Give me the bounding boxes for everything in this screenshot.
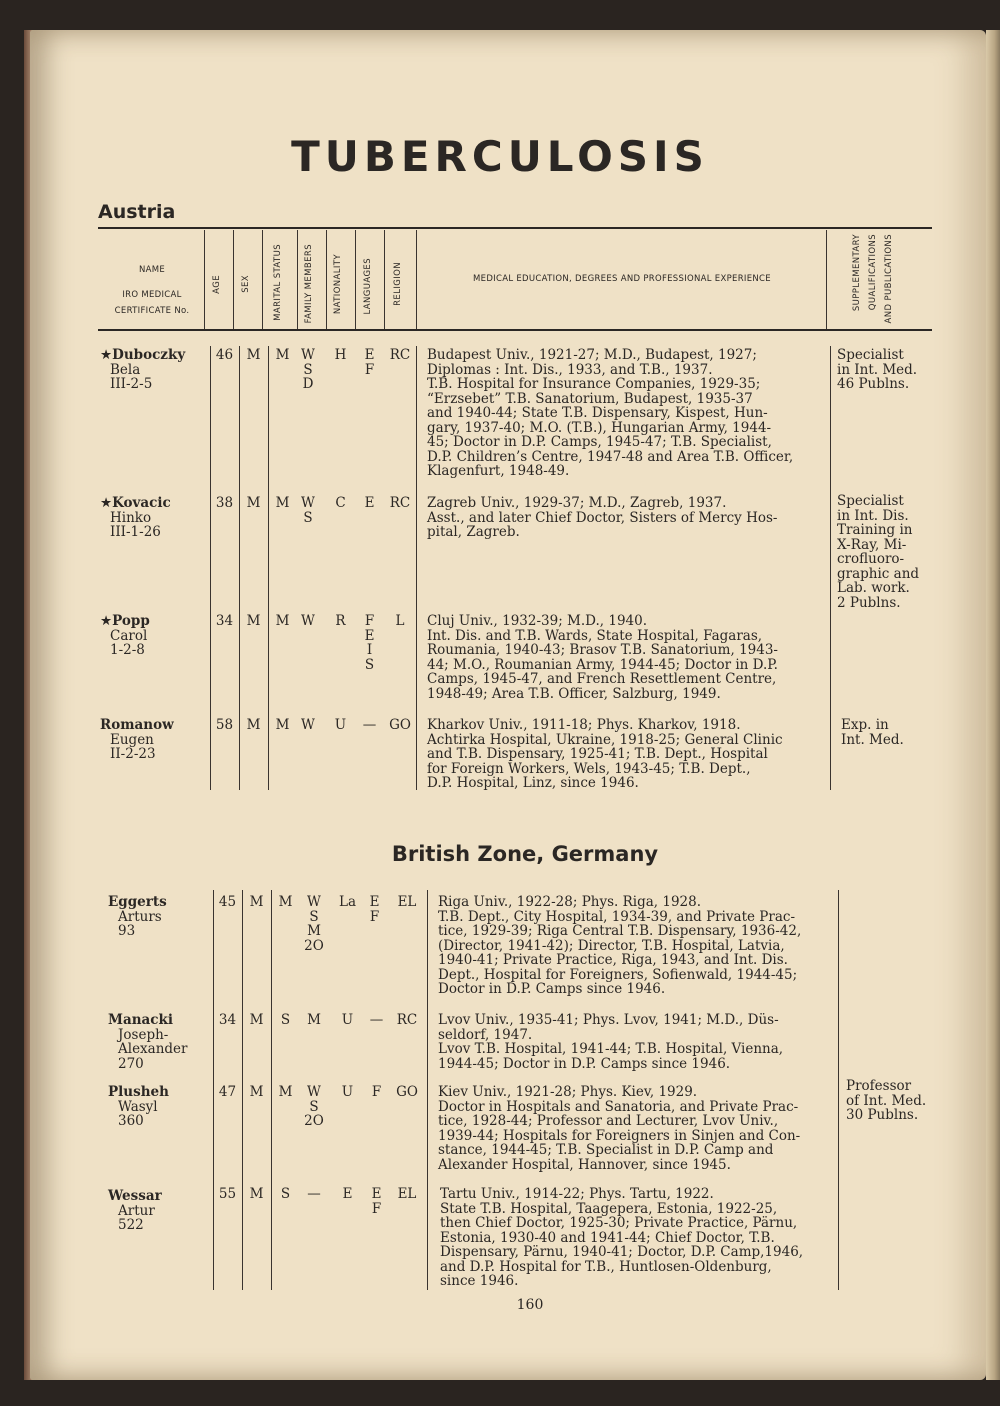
family-item: S [303, 361, 313, 378]
entry-age: 46 [215, 347, 234, 363]
entry-languages [355, 614, 384, 672]
entry-sex: M [246, 347, 261, 363]
language-item: I [366, 642, 373, 658]
entry-surname: Popp [112, 613, 150, 629]
entry-age: 47 [218, 1084, 237, 1100]
page-number: 160 [516, 1297, 544, 1313]
header-divider [416, 230, 417, 329]
entry-education [427, 348, 793, 479]
entry-certificate: 360 [118, 1113, 144, 1129]
entry-religion: EL [397, 1186, 417, 1202]
supplementary-line: Training in [837, 522, 913, 538]
education-line: then Chief Doctor, 1925-30; Private Practice, Pärnu, [440, 1215, 798, 1231]
education-line: Kiev Univ., 1921-28; Phys. Kiev, 1929. [438, 1084, 698, 1100]
supplementary-line: Specialist [837, 347, 904, 363]
education-line: Dept., Hospital for Foreigners, Sofienwald, 1944-45; [438, 966, 798, 983]
education-line: 1939-44; Hospitals for Foreigners in Sinjen and Con- [438, 1127, 801, 1144]
entry-education [438, 895, 801, 997]
family-item: W [307, 894, 321, 910]
family-item: S [309, 908, 319, 925]
supplementary-line: 30 Publns. [846, 1107, 919, 1123]
education-line: 1940-41; Private Practice, Riga, 1943, and Int. Dis. [438, 952, 788, 968]
entry-marital: M [275, 613, 290, 629]
entry-languages [355, 718, 384, 733]
education-line: D.P. Hospital, Linz, since 1946. [427, 775, 639, 791]
entry-sex: M [246, 613, 261, 629]
entry-age: 34 [215, 613, 234, 629]
entry-religion: RC [396, 1012, 418, 1028]
entry-languages [355, 348, 384, 377]
education-line: Estonia, 1930-40 and 1941-44; Chief Doctor, T.B. [440, 1229, 775, 1246]
star-icon: ★ [100, 495, 113, 511]
entry-certificate: III-1-26 [110, 524, 161, 540]
entry-age: 34 [218, 1012, 237, 1028]
entry-marital: S [280, 1012, 291, 1028]
education-line: T.B. Hospital for Insurance Companies, 1929-35; [427, 376, 761, 392]
entry-supplementary [837, 348, 917, 392]
family-item: M [307, 1012, 321, 1028]
header-divider [326, 230, 327, 329]
entry-nationality: C [335, 495, 346, 511]
entry-certificate: 522 [118, 1217, 144, 1233]
header-divider [262, 230, 263, 329]
supplementary-line: crofluoro- [837, 551, 905, 567]
entry-certificate: 270 [118, 1055, 144, 1072]
education-line: Doctor in D.P. Camps since 1946. [438, 981, 666, 997]
star-icon: ★ [100, 347, 113, 363]
entry-surname: Plusheh [108, 1084, 169, 1100]
entry-nationality: H [334, 347, 347, 363]
entry-sex: M [249, 1012, 264, 1028]
entry-education [440, 1187, 803, 1289]
column-divider [830, 346, 831, 790]
entry-surname: Duboczky [112, 347, 186, 363]
supplementary-line: of Int. Med. [846, 1092, 927, 1109]
entry-family [302, 895, 326, 953]
education-line: pital, Zagreb. [427, 524, 520, 540]
header-supp-line1: SUPPLEMENTARY [852, 234, 862, 312]
supplementary-line: in Int. Dis. [837, 507, 909, 524]
entry-given-name: Eugen [110, 731, 154, 748]
column-divider [427, 890, 428, 1290]
section-heading-austria: Austria [98, 201, 176, 223]
entry-age: 55 [218, 1186, 237, 1202]
entry-education [427, 496, 777, 540]
entry-supplementary [841, 718, 904, 747]
supplementary-line: in Int. Med. [837, 361, 918, 378]
language-item: F [369, 908, 380, 925]
education-line: Kharkov Univ., 1911-18; Phys. Kharkov, 1918. [427, 717, 741, 733]
education-line: tice, 1928-44; Professor and Lecturer, Lvov Univ., [438, 1113, 779, 1129]
entry-languages [355, 496, 384, 511]
entry-age: 38 [215, 495, 234, 511]
supplementary-line: X-Ray, Mi- [837, 536, 907, 553]
entry-certificate: 1-2-8 [110, 642, 145, 658]
entry-given-name: Hinko [110, 509, 152, 526]
education-line: for Foreign Workers, Wels, 1943-45; T.B. Dept., [427, 760, 751, 777]
family-item: — [307, 1186, 321, 1202]
entry-supplementary [837, 494, 919, 610]
education-line: “Erzsebet” T.B. Sanatorium, Budapest, 1935-37 [427, 390, 753, 407]
family-item: W [301, 613, 315, 629]
language-item: E [369, 894, 380, 910]
entry-education [427, 718, 783, 791]
entry-given-name: Joseph- [118, 1026, 169, 1043]
entry-name [108, 1085, 169, 1129]
entry-marital: M [275, 495, 290, 511]
entry-nationality: R [335, 613, 346, 629]
entry-surname: Wessar [108, 1188, 162, 1204]
education-line: Tartu Univ., 1914-22; Phys. Tartu, 1922. [440, 1186, 714, 1202]
entry-surname: Manacki [108, 1012, 173, 1028]
entry-name [100, 614, 150, 658]
entry-surname: Eggerts [108, 894, 167, 910]
column-divider [416, 346, 417, 790]
entry-marital: M [278, 894, 293, 910]
education-line: stance, 1944-45; T.B. Specialist in D.P. Camp and [438, 1142, 774, 1158]
entry-age: 58 [215, 717, 234, 733]
entry-marital: S [280, 1186, 291, 1202]
header-nationality: NATIONALITY [333, 254, 343, 315]
family-item: W [301, 717, 315, 733]
header-family-members: FAMILY MEMBERS [304, 244, 314, 324]
education-line: Int. Dis. and T.B. Wards, State Hospital, Fagaras, [427, 627, 763, 644]
entry-surname: Kovacic [112, 495, 171, 511]
language-item: — [362, 717, 377, 733]
entry-nationality: La [338, 894, 356, 910]
family-item: S [309, 1098, 319, 1115]
section-heading-british-zone: British Zone, Germany [391, 842, 659, 866]
entry-languages [362, 1085, 391, 1100]
family-item: W [301, 347, 315, 363]
education-line: Lvov Univ., 1935-41; Phys. Lvov, 1941; M.D., Düs- [438, 1012, 779, 1028]
supplementary-line: Exp. in [841, 717, 889, 733]
education-line: 1948-49; Area T.B. Officer, Salzburg, 1949. [427, 685, 721, 702]
entry-family [302, 1085, 326, 1129]
page-title: TUBERCULOSIS [291, 132, 709, 181]
header-supp-line2: QUALIFICATIONS [868, 234, 878, 311]
education-line: Budapest Univ., 1921-27; M.D., Budapest, 1927; [427, 347, 757, 363]
entry-name [100, 718, 174, 762]
entry-family [296, 718, 320, 733]
supplementary-line: 2 Publns. [837, 594, 901, 611]
entry-certificate: III-2-5 [110, 376, 153, 392]
education-line: State T.B. Hospital, Taagepera, Estonia, 1922-25, [440, 1200, 778, 1217]
entry-religion: L [395, 613, 405, 629]
education-line: Asst., and later Chief Doctor, Sisters of Mercy Hos- [427, 509, 778, 526]
supplementary-line: Lab. work. [837, 580, 910, 596]
entry-given-name-2: Alexander [118, 1041, 188, 1057]
entry-certificate: 93 [118, 923, 136, 939]
entry-name [100, 348, 185, 392]
education-line: seldorf, 1947. [438, 1026, 533, 1043]
entry-name [108, 895, 167, 939]
entry-education [438, 1013, 783, 1071]
entry-languages [362, 1187, 391, 1216]
education-line: tice, 1929-39; Riga Central T.B. Dispensary, 1936-42, [438, 923, 802, 939]
education-line: Doctor in Hospitals and Sanatoria, and Private Prac- [438, 1098, 799, 1115]
star-icon: ★ [100, 613, 113, 629]
header-top-rule [98, 227, 932, 229]
language-item: E [364, 495, 375, 511]
header-divider [204, 230, 205, 329]
page [30, 30, 986, 1380]
entry-name [100, 496, 171, 540]
entry-family [296, 614, 320, 629]
header-bottom-rule [98, 329, 932, 331]
entry-family [296, 348, 320, 392]
supplementary-line: Int. Med. [841, 731, 904, 748]
education-line: (Director, 1941-42); Director, T.B. Hospital, Latvia, [438, 937, 785, 954]
family-item: 2O [304, 1113, 324, 1129]
education-line: D.P. Children’s Centre, 1947-48 and Area T.B. Officer, [427, 448, 794, 465]
header-religion: RELIGION [393, 262, 403, 306]
language-item: E [371, 1186, 382, 1202]
education-line: 1944-45; Doctor in D.P. Camps since 1946. [438, 1055, 731, 1072]
entry-family [296, 496, 320, 525]
header-name [100, 262, 204, 319]
entry-given-name: Bela [110, 361, 141, 378]
entry-religion: GO [389, 717, 411, 733]
header-education: MEDICAL EDUCATION, DEGREES AND PROFESSIONAL EXPERIENCE [473, 274, 771, 284]
education-line: Klagenfurt, 1948-49. [427, 463, 570, 479]
header-supp-line3: AND PUBLICATIONS [884, 234, 894, 324]
entry-given-name: Carol [110, 627, 148, 644]
entry-name [108, 1189, 162, 1233]
supplementary-line: 46 Publns. [837, 376, 910, 392]
family-item: M [307, 923, 321, 939]
header-name-line1: NAME [138, 265, 166, 275]
entry-languages [362, 1013, 391, 1028]
education-line: Achtirka Hospital, Ukraine, 1918-25; General Clinic [427, 731, 783, 748]
header-languages: LANGUAGES [363, 258, 373, 315]
header-name-line3: CERTIFICATE No. [114, 306, 190, 316]
education-line: Lvov T.B. Hospital, 1941-44; T.B. Hospital, Vienna, [438, 1041, 784, 1057]
education-line: and 1940-44; State T.B. Dispensary, Kispest, Hun- [427, 405, 768, 421]
supplementary-line: graphic and [837, 565, 920, 582]
language-item: E [364, 347, 375, 363]
education-line: since 1946. [440, 1273, 519, 1289]
supplementary-line: Professor [846, 1078, 912, 1094]
entry-certificate: II-2-23 [110, 746, 156, 762]
education-line: and D.P. Hospital for T.B., Huntlosen-Oldenburg, [440, 1258, 772, 1275]
education-line: Roumania, 1940-43; Brasov T.B. Sanatorium, 1943- [427, 642, 778, 658]
header-marital-status: MARITAL STATUS [273, 244, 283, 321]
education-line: gary, 1937-40; M.O. (T.B.), Hungarian Army, 1944- [427, 419, 772, 436]
entry-sex: M [249, 1084, 264, 1100]
entry-surname: Romanow [100, 717, 174, 733]
language-item: — [369, 1012, 384, 1028]
header-divider [384, 230, 385, 329]
entry-given-name: Artur [118, 1202, 155, 1219]
language-item: E [364, 627, 375, 644]
education-line: Dispensary, Pärnu, 1940-41; Doctor, D.P. Camp,1946, [440, 1244, 804, 1260]
family-item: 2O [304, 937, 324, 954]
entry-sex: M [249, 1186, 264, 1202]
entry-sex: M [246, 495, 261, 511]
header-sex: SEX [241, 275, 251, 293]
header-divider [233, 230, 234, 329]
supplementary-line: Specialist [837, 493, 904, 509]
header-name-line2: IRO MEDICAL [122, 290, 182, 300]
language-item: F [364, 613, 375, 629]
education-line: Zagreb Univ., 1929-37; M.D., Zagreb, 1937. [427, 495, 727, 511]
family-item: W [301, 495, 315, 511]
education-line: 44; M.O., Roumanian Army, 1944-45; Doctor in D.P. [427, 656, 778, 673]
entry-marital: M [278, 1084, 293, 1100]
education-line: Riga Univ., 1922-28; Phys. Riga, 1928. [438, 894, 702, 910]
education-line: Diplomas : Int. Dis., 1933, and T.B., 1937. [427, 361, 713, 378]
column-divider [838, 890, 839, 1290]
header-age: AGE [212, 275, 222, 294]
entry-family [302, 1013, 326, 1028]
language-item: S [364, 656, 375, 673]
education-line: Cluj Univ., 1932-39; M.D., 1940. [427, 613, 648, 629]
entry-sex: M [249, 894, 264, 910]
entry-nationality: E [342, 1186, 353, 1202]
language-item: F [371, 1200, 382, 1217]
entry-family [302, 1187, 326, 1202]
header-divider [297, 230, 298, 329]
entry-sex: M [246, 717, 261, 733]
education-line: T.B. Dept., City Hospital, 1934-39, and Private Prac- [438, 908, 796, 925]
entry-name [108, 1013, 188, 1071]
entry-education [427, 614, 778, 701]
entry-age: 45 [218, 894, 237, 910]
family-item: D [302, 376, 314, 392]
entry-nationality: U [334, 717, 347, 733]
entry-nationality: U [341, 1012, 354, 1028]
family-item: W [307, 1084, 321, 1100]
family-item: S [303, 509, 313, 526]
entry-religion: RC [389, 347, 411, 363]
header-divider [826, 230, 827, 329]
entry-education [438, 1085, 800, 1172]
entry-languages [360, 895, 389, 924]
entry-supplementary [846, 1079, 926, 1123]
entry-religion: RC [389, 495, 411, 511]
language-item: F [371, 1084, 382, 1100]
entry-marital: M [275, 717, 290, 733]
entry-marital: M [275, 347, 290, 363]
page-edge [986, 30, 1000, 1380]
entry-nationality: U [341, 1084, 354, 1100]
entry-religion: GO [396, 1084, 418, 1100]
entry-religion: EL [397, 894, 417, 910]
education-line: Camps, 1945-47, and French Resettlement Centre, [427, 671, 777, 687]
education-line: and T.B. Dispensary, 1925-41; T.B. Dept., Hospital [427, 746, 768, 762]
language-item: F [364, 361, 375, 378]
education-line: 45; Doctor in D.P. Camps, 1945-47; T.B. Specialist, [427, 434, 772, 450]
header-divider [355, 230, 356, 329]
education-line: Alexander Hospital, Hannover, since 1945. [438, 1156, 731, 1173]
entry-given-name: Arturs [118, 908, 162, 925]
entry-given-name: Wasyl [118, 1098, 158, 1115]
